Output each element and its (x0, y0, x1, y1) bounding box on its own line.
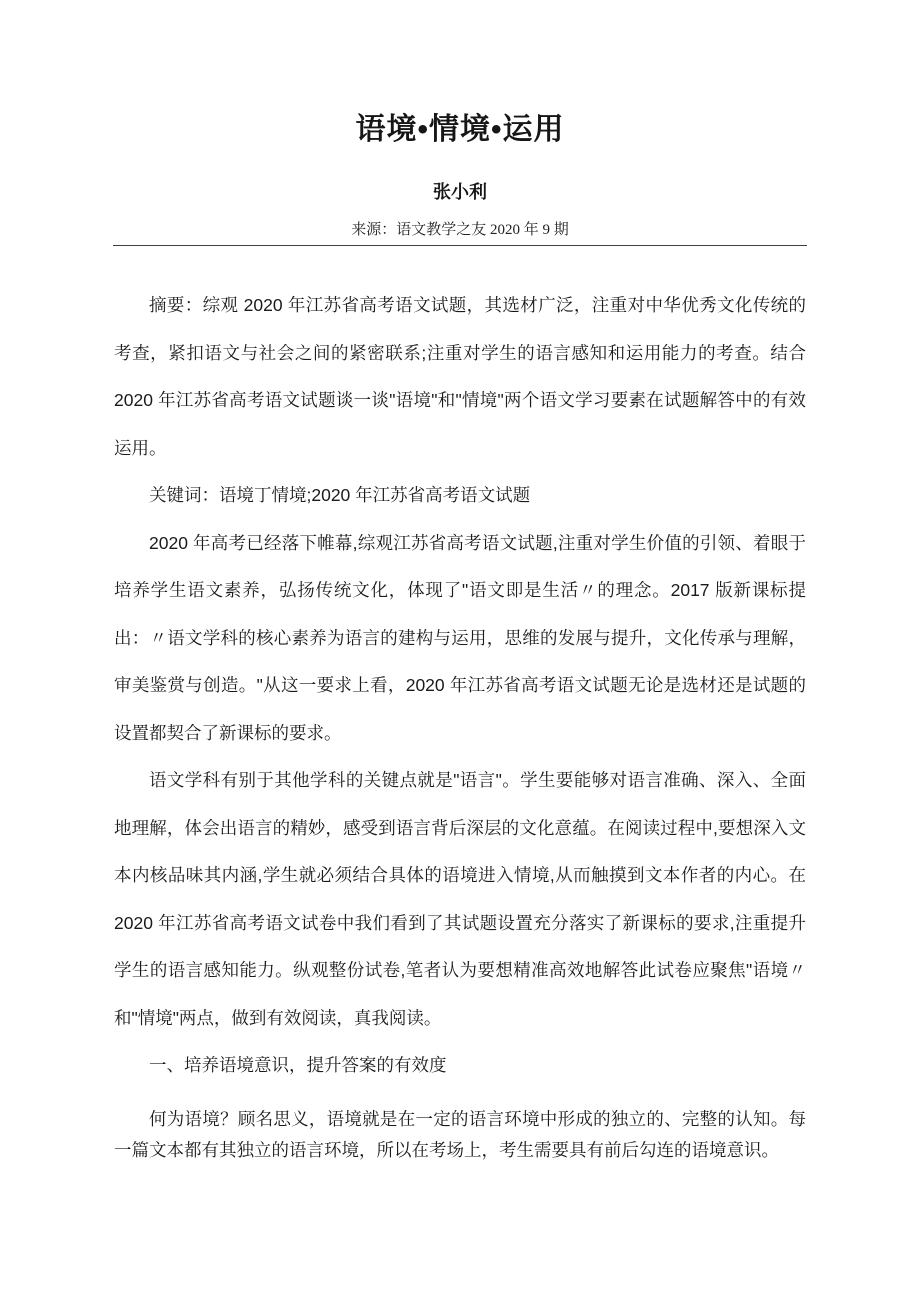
article-body (114, 282, 806, 1166)
section-heading: 一、培养语境意识，提升答案的有效度 (149, 1055, 447, 1075)
keywords-line: 关键词：语境丁情境;2020 年江苏省高考语文试题 (149, 485, 531, 505)
body-paragraph-1: 2020 年高考已经落下帷幕,综观江苏省高考语文试题,注重对学生价值的引领、着眼于培养学生语文素养，弘扬传统文化，体现了"语文即是生活〃的理念。2017 版新课标提出：〃语文学科的核心素养为语言的建构与运用，思维的发展与提升，文化传承与理解，审美鉴赏与创造。"从这一要求上看，2020 年江苏省高考语文试题无论是选材还是试题的设置都契合了新课标的要求。 (114, 532, 806, 743)
body-paragraph-2: 语文学科有别于其他学科的关键点就是"语言"。学生要能够对语言准确、深入、全面地理解，体会出语言的精妙，感受到语言背后深层的文化意蕴。在阅读过程中,要想深入文本内核品味其内涵,学生就必须结合具体的语境进入情境,从而触摸到文本作者的内心。在 2020 年江苏省高考语文试卷中我们看到了其试题设置充分落实了新课标的要求,注重提升学生的语言感知能力。纵观整份试卷,笔者认为要想精准高效地解答此试卷应聚焦"语境〃和"情境"两点，做到有效阅读，真我阅读。 (114, 770, 806, 1028)
abstract-paragraph: 摘要：综观 2020 年江苏省高考语文试题，其选材广泛，注重对中华优秀文化传统的考查，紧扣语文与社会之间的紧密联系;注重对学生的语言感知和运用能力的考查。结合 2020 年江苏省高考语文试题谈一谈"语境"和"情境"两个语文学习要素在试题解答中的有效运用。 (114, 295, 806, 458)
source-line: 来源：语文教学之友 2020 年 9 期 (351, 222, 569, 238)
author-name: 张小利 (433, 182, 487, 202)
document-header (0, 0, 920, 246)
document-title: 语境•情境•运用 (355, 113, 565, 146)
body-paragraph-3: 何为语境？顾名思义，语境就是在一定的语言环境中形成的独立的、完整的认知。每一篇文本都有其独立的语言环境，所以在考场上，考生需要具有前后勾连的语境意识。 (114, 1108, 806, 1160)
header-divider (113, 245, 807, 246)
